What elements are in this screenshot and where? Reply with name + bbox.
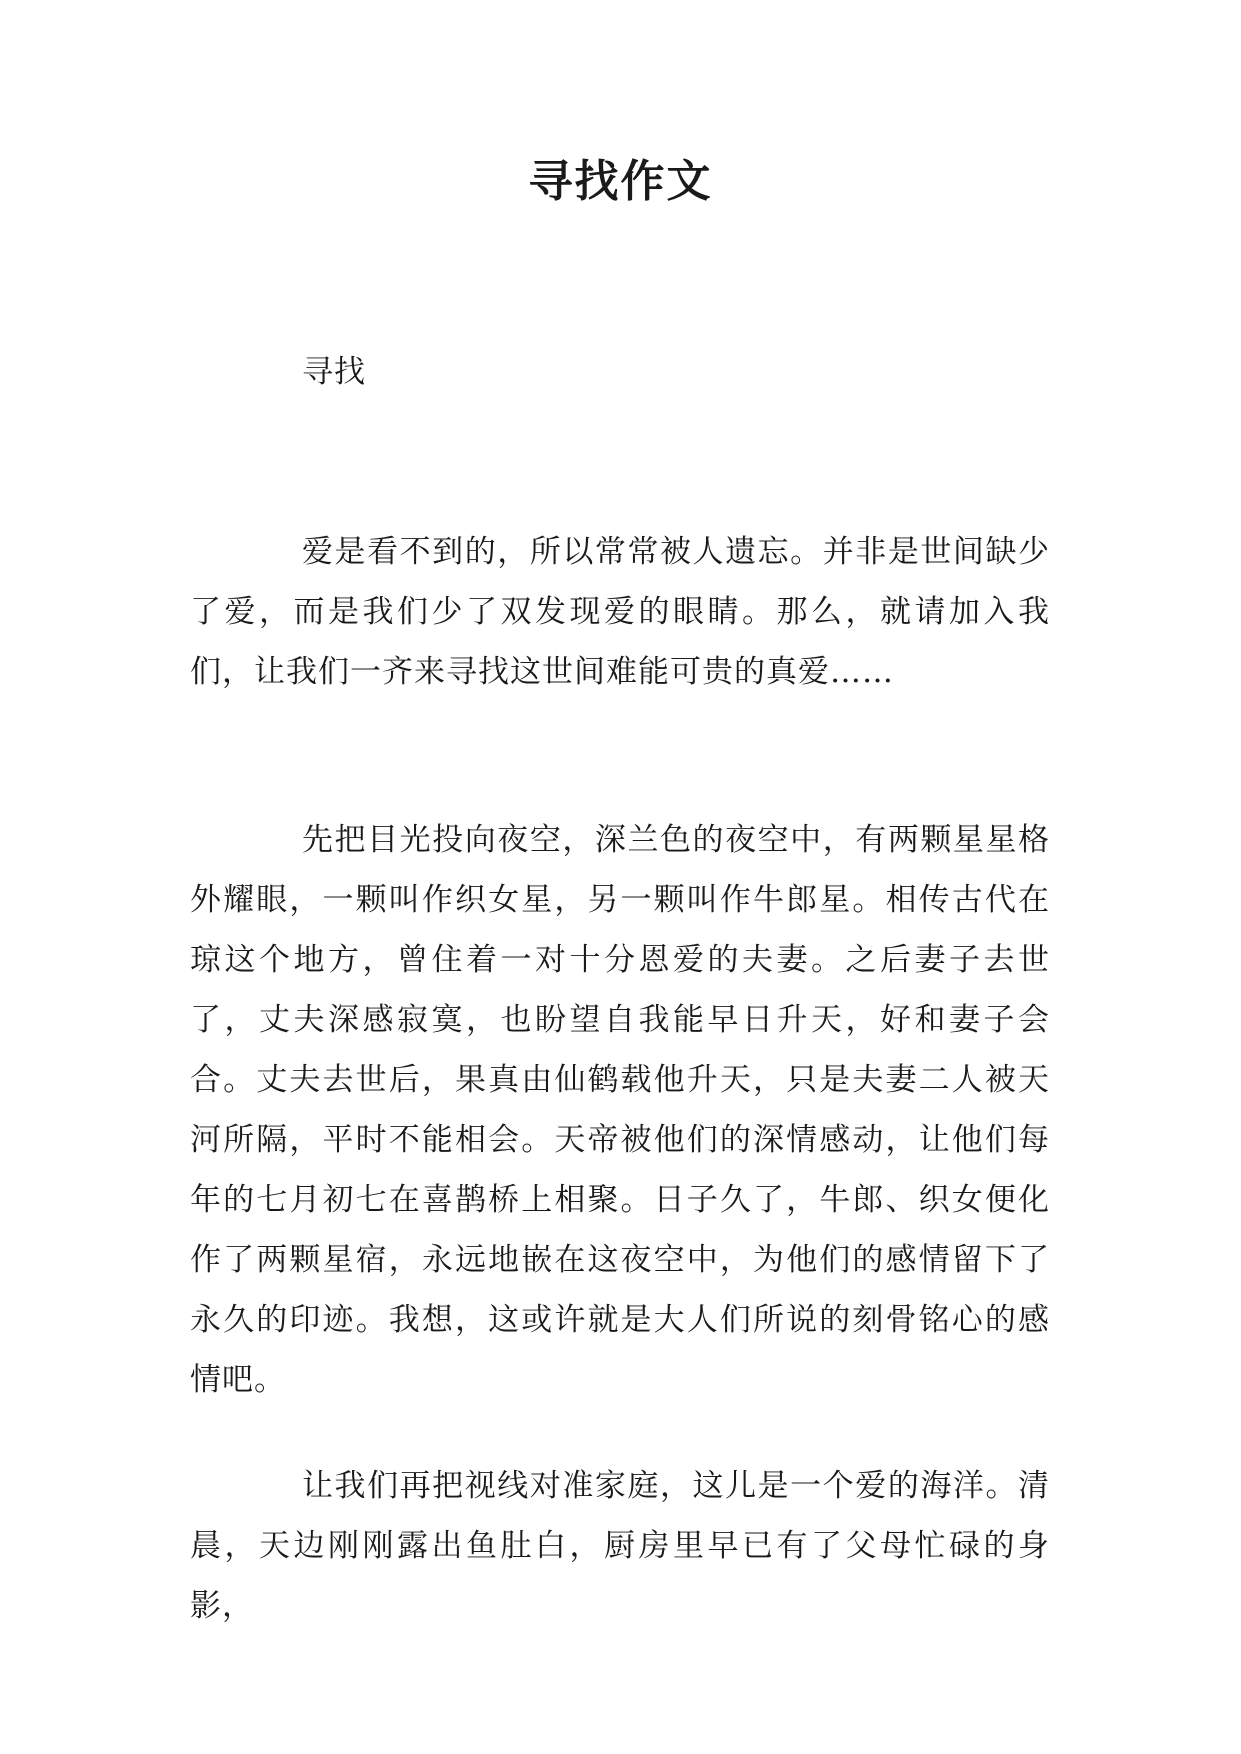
- document-title: 寻找作文: [528, 156, 713, 207]
- paragraph-night-sky: 先把目光投向夜空，深兰色的夜空中，有两颗星星格外耀眼，一颗叫作织女星，另一颗叫作牛郎星。相传古代在琼这个地方，曾住着一对十分恩爱的夫妻。之后妻子去世了，丈夫深感寂寞，也盼望自我能早日升天，好和妻子会合。丈夫去世后，果真由仙鹤载他升天，只是夫妻二人被天河所隔，平时不能相会。天帝被他们的深情感动，让他们每年的七月初七在喜鹊桥上相聚。日子久了，牛郎、织女便化作了两颗星宿，永远地嵌在这夜空中，为他们的感情留下了永久的印迹。我想，这或许就是大人们所说的刻骨铭心的感情吧。: [190, 822, 1050, 1398]
- paragraph-family: 让我们再把视线对准家庭，这儿是一个爱的海洋。清晨，天边刚刚露出鱼肚白，厨房里早已有了父母忙碌的身影，: [190, 1468, 1050, 1624]
- paragraph-intro: 爱是看不到的，所以常常被人遗忘。并非是世间缺少了爱，而是我们少了双发现爱的眼睛。那么，就请加入我们，让我们一齐来寻找这世间难能可贵的真爱……: [190, 534, 1050, 690]
- section-heading: 寻找: [302, 354, 366, 390]
